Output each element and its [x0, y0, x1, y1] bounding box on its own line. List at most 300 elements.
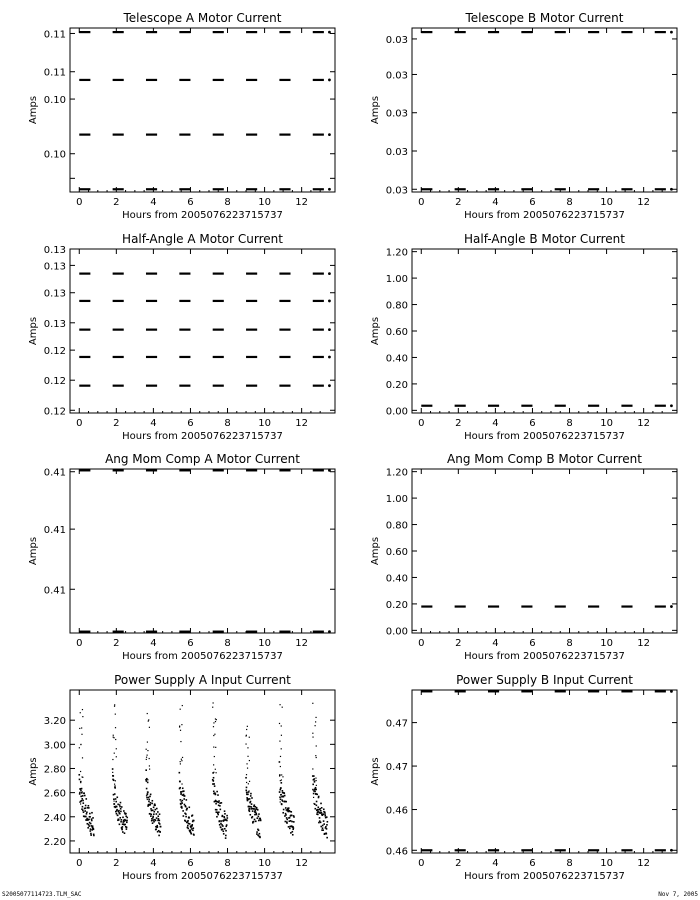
data-point [259, 818, 261, 820]
outlier-point [315, 717, 316, 718]
data-point [326, 833, 328, 835]
data-point [251, 797, 253, 799]
y-axis-label: Amps [370, 95, 381, 125]
outlier-point [79, 728, 80, 729]
plot-frame [70, 249, 335, 413]
panel-ps-b [370, 673, 677, 882]
data-point [221, 802, 223, 804]
data-point [126, 828, 128, 830]
y-tick-label: 0.46 [385, 846, 408, 858]
data-point [286, 817, 288, 819]
y-tick-label: 1.00 [385, 494, 408, 506]
data-point [153, 819, 155, 821]
data-point [326, 816, 328, 818]
outlier-point [180, 730, 181, 731]
data-point [78, 774, 80, 776]
x-tick-label: 4 [150, 638, 157, 649]
x-tick-label: 0 [76, 858, 83, 869]
data-point [81, 798, 83, 800]
outlier-point [216, 772, 217, 773]
plot-frame [70, 28, 335, 192]
data-point [185, 813, 187, 815]
data-point [313, 775, 315, 777]
data-point [80, 790, 82, 792]
y-tick-label: 0.03 [385, 70, 408, 82]
data-point [319, 808, 321, 810]
data-point [254, 819, 256, 821]
y-tick-label: 2.80 [43, 764, 66, 776]
x-tick-label: 4 [150, 418, 157, 429]
outlier-point [315, 755, 316, 756]
y-tick-label: 0.47 [385, 718, 408, 730]
outlier-point [281, 725, 282, 726]
chart-title: Power Supply A Input Current [114, 673, 291, 687]
data-point [312, 789, 314, 791]
y-tick-label: 0.03 [385, 147, 408, 158]
data-point [153, 813, 155, 815]
y-tick-label: 0.20 [385, 379, 408, 391]
data-point [258, 820, 260, 822]
data-point [114, 803, 116, 805]
chart-title: Ang Mom Comp A Motor Current [105, 452, 300, 466]
outlier-point [313, 797, 314, 798]
data-point [280, 798, 282, 800]
outlier-point [115, 780, 116, 781]
y-tick-label: 0.13 [43, 261, 66, 273]
y-tick-label: 1.20 [385, 467, 408, 479]
x-axis-label: Hours from 2005076223715737 [464, 431, 625, 442]
outlier-point [149, 727, 150, 728]
outlier-point [182, 705, 183, 706]
data-point [193, 820, 195, 822]
outlier-point [180, 761, 181, 762]
data-point [279, 761, 281, 763]
data-point [190, 830, 192, 832]
data-point [183, 790, 185, 792]
outlier-point [213, 726, 214, 727]
data-point [157, 815, 159, 817]
outlier-point [249, 781, 250, 782]
data-point [120, 808, 122, 810]
outlier-point [82, 791, 83, 792]
data-point [283, 809, 285, 811]
outlier-point [280, 766, 281, 767]
outlier-point [80, 771, 81, 772]
outlier-point [281, 748, 282, 749]
y-tick-label: 2.60 [43, 788, 66, 800]
data-point [324, 833, 326, 835]
data-point [250, 795, 252, 797]
outlier-point [249, 737, 250, 738]
panel-ha-a [28, 232, 335, 442]
plot-frame [412, 28, 677, 192]
data-point [119, 804, 121, 806]
chart-title: Telescope A Motor Current [123, 11, 282, 25]
data-point [256, 831, 258, 833]
data-point [125, 813, 127, 815]
data-point [92, 817, 94, 819]
data-point [328, 328, 331, 331]
x-tick-label: 0 [418, 418, 425, 429]
y-tick-label: 0.41 [43, 585, 66, 597]
data-point [181, 807, 183, 809]
data-point [126, 817, 128, 819]
data-point [82, 810, 84, 812]
x-tick-label: 4 [492, 638, 499, 649]
outlier-point [81, 734, 82, 735]
data-point [319, 817, 321, 819]
data-point [285, 801, 287, 803]
data-point [220, 820, 222, 822]
x-tick-label: 10 [258, 858, 271, 869]
outlier-point [180, 741, 181, 742]
outlier-point [114, 785, 115, 786]
data-point [116, 796, 118, 798]
y-tick-label: 0.41 [43, 467, 66, 479]
x-tick-label: 10 [258, 197, 271, 208]
outlier-point [213, 772, 214, 773]
data-point [670, 605, 673, 608]
y-tick-label: 0.20 [385, 599, 408, 611]
outlier-point [115, 739, 116, 740]
data-point [88, 805, 90, 807]
outlier-point [316, 780, 317, 781]
x-tick-label: 6 [529, 197, 536, 208]
outlier-point [146, 779, 147, 780]
data-point [93, 835, 95, 837]
chart-title: Telescope B Motor Current [465, 11, 624, 25]
outlier-point [116, 748, 117, 749]
outlier-point [214, 756, 215, 757]
data-point [226, 815, 228, 817]
data-point [220, 827, 222, 829]
data-point [193, 827, 195, 829]
panel-amc-b [370, 452, 677, 662]
outlier-point [279, 741, 280, 742]
data-point [193, 834, 195, 836]
data-point [322, 825, 324, 827]
x-tick-label: 10 [258, 638, 271, 649]
data-point [252, 816, 254, 818]
data-point [328, 356, 331, 359]
outlier-point [113, 736, 114, 737]
data-point [192, 829, 194, 831]
data-point [322, 827, 324, 829]
data-point [186, 808, 188, 810]
data-point [281, 782, 283, 784]
y-tick-label: 2.40 [43, 812, 66, 824]
outlier-point [248, 783, 249, 784]
outlier-point [113, 735, 114, 736]
data-point [150, 794, 152, 796]
x-tick-label: 6 [187, 638, 194, 649]
data-point [249, 798, 251, 800]
data-point [670, 188, 673, 191]
outlier-point [115, 714, 116, 715]
outlier-point [182, 802, 183, 803]
data-point [316, 794, 318, 796]
data-point [91, 812, 93, 814]
data-point [185, 816, 187, 818]
outlier-point [316, 785, 317, 786]
data-point [85, 805, 87, 807]
data-point [220, 809, 222, 811]
outlier-point [314, 780, 315, 781]
data-point [317, 809, 319, 811]
data-point [155, 820, 157, 822]
data-point [227, 817, 229, 819]
outlier-point [213, 735, 214, 736]
data-point [150, 808, 152, 810]
data-point [147, 782, 149, 784]
data-point [255, 821, 257, 823]
data-point [123, 821, 125, 823]
data-point [246, 787, 248, 789]
data-point [160, 826, 162, 828]
x-axis-label: Hours from 2005076223715737 [122, 871, 283, 882]
data-point [218, 811, 220, 813]
data-point [290, 820, 292, 822]
data-point [222, 815, 224, 817]
data-point [90, 828, 92, 830]
outlier-point [281, 779, 282, 780]
outlier-point [147, 799, 148, 800]
data-point [88, 825, 90, 827]
data-point [317, 806, 319, 808]
outlier-point [247, 768, 248, 769]
chart-title: Half-Angle B Motor Current [464, 232, 625, 246]
y-tick-label: 0.12 [43, 346, 66, 358]
y-tick-label: 0.12 [43, 376, 66, 388]
data-point [158, 835, 160, 837]
outlier-point [312, 733, 313, 734]
data-point [115, 801, 117, 803]
data-point [219, 820, 221, 822]
data-point [279, 796, 281, 798]
data-point [288, 807, 290, 809]
data-point [225, 837, 227, 839]
outlier-point [282, 776, 283, 777]
data-point [191, 824, 193, 826]
outlier-point [180, 804, 181, 805]
y-tick-label: 2.20 [43, 836, 66, 848]
data-point [258, 816, 260, 818]
y-tick-label: 1.20 [385, 247, 408, 259]
y-tick-label: 0.12 [43, 406, 66, 418]
data-point [215, 794, 217, 796]
x-tick-label: 2 [455, 638, 462, 649]
outlier-point [315, 725, 316, 726]
outlier-point [112, 759, 113, 760]
x-tick-label: 8 [224, 858, 231, 869]
x-tick-label: 8 [566, 197, 573, 208]
data-point [121, 806, 123, 808]
data-point [285, 814, 287, 816]
y-axis-label: Amps [370, 757, 381, 786]
data-point [89, 816, 91, 818]
data-point [218, 800, 220, 802]
data-point [83, 811, 85, 813]
data-point [320, 826, 322, 828]
y-tick-label: 0.03 [385, 108, 408, 120]
outlier-point [281, 735, 282, 736]
data-point [293, 816, 295, 818]
outlier-point [116, 756, 117, 757]
x-tick-label: 6 [529, 418, 536, 429]
data-point [214, 785, 216, 787]
x-tick-label: 8 [566, 638, 573, 649]
outlier-point [149, 758, 150, 759]
data-point [254, 804, 256, 806]
data-point [222, 825, 224, 827]
outlier-point [147, 779, 148, 780]
data-point [187, 820, 189, 822]
data-point [149, 796, 151, 798]
data-point [282, 812, 284, 814]
y-axis-label: Amps [370, 316, 381, 346]
data-point [86, 811, 88, 813]
data-point [122, 831, 124, 833]
data-point [216, 791, 218, 793]
data-point [179, 772, 181, 774]
outlier-point [79, 747, 80, 748]
data-point [159, 820, 161, 822]
x-tick-label: 8 [224, 638, 231, 649]
plot-frame [70, 690, 335, 853]
x-tick-label: 12 [295, 638, 309, 649]
data-point [328, 300, 331, 303]
y-tick-label: 0.80 [385, 520, 408, 532]
outlier-point [312, 768, 313, 769]
data-point [187, 825, 189, 827]
data-point [156, 808, 158, 810]
data-point [259, 837, 261, 839]
outlier-point [246, 792, 247, 793]
data-point [120, 811, 122, 813]
y-tick-label: 0.60 [385, 327, 408, 338]
data-point [315, 787, 317, 789]
data-point [318, 822, 320, 824]
data-point [152, 809, 154, 811]
outlier-point [147, 755, 148, 756]
data-point [245, 790, 247, 792]
outlier-point [279, 791, 280, 792]
data-point [320, 810, 322, 812]
outlier-point [79, 802, 80, 803]
outlier-point [246, 774, 247, 775]
outlier-point [280, 756, 281, 757]
data-point [86, 813, 88, 815]
data-point [189, 823, 191, 825]
outlier-point [246, 729, 247, 730]
data-point [260, 820, 262, 822]
outlier-point [248, 790, 249, 791]
data-point [188, 817, 190, 819]
outlier-point [215, 718, 216, 719]
data-point [118, 819, 120, 821]
data-point [290, 811, 292, 813]
x-tick-label: 0 [76, 197, 83, 208]
x-tick-label: 2 [113, 418, 120, 429]
data-point [158, 818, 160, 820]
data-point [249, 810, 251, 812]
x-tick-label: 2 [113, 638, 120, 649]
x-tick-label: 12 [637, 638, 651, 649]
outlier-point [282, 801, 283, 802]
data-point [157, 811, 159, 813]
outlier-point [80, 803, 81, 804]
data-point [219, 805, 221, 807]
x-tick-label: 6 [187, 197, 194, 208]
data-point [225, 835, 227, 837]
data-point [291, 815, 293, 817]
data-point [320, 822, 322, 824]
y-tick-label: 0.46 [385, 805, 408, 817]
x-axis-label: Hours from 2005076223715737 [464, 651, 625, 662]
data-point [126, 820, 128, 822]
y-tick-label: 0.03 [385, 185, 408, 197]
data-point [316, 804, 318, 806]
data-point [292, 831, 294, 833]
data-point [84, 810, 86, 812]
data-point [285, 821, 287, 823]
data-point [328, 79, 331, 82]
outlier-point [282, 707, 283, 708]
y-axis-label: Amps [28, 757, 39, 786]
outlier-point [147, 713, 148, 714]
outlier-point [149, 769, 150, 770]
x-tick-label: 6 [187, 418, 194, 429]
data-point [247, 794, 249, 796]
data-point [80, 796, 82, 798]
x-tick-label: 8 [566, 858, 573, 869]
data-point [280, 787, 282, 789]
data-point [88, 824, 90, 826]
data-point [190, 833, 192, 835]
outlier-point [213, 722, 214, 723]
data-point [123, 810, 125, 812]
outlier-point [214, 734, 215, 735]
panel-amc-a [28, 452, 335, 662]
y-tick-label: 0.47 [385, 762, 408, 774]
data-point [120, 802, 122, 804]
outlier-point [280, 780, 281, 781]
y-tick-label: 0.40 [385, 573, 408, 585]
data-point [284, 795, 286, 797]
data-point [159, 831, 161, 833]
data-point [293, 827, 295, 829]
data-point [256, 807, 258, 809]
x-axis-label: Hours from 2005076223715737 [464, 210, 625, 221]
data-point [119, 824, 121, 826]
data-point [324, 812, 326, 814]
data-point [147, 793, 149, 795]
x-tick-label: 4 [492, 418, 499, 429]
data-point [225, 830, 227, 832]
data-point [114, 793, 116, 795]
plot-frame [70, 469, 335, 633]
outlier-point [213, 702, 214, 703]
x-tick-label: 4 [492, 197, 499, 208]
data-point [115, 798, 117, 800]
data-point [148, 799, 150, 801]
data-point [323, 820, 325, 822]
x-tick-label: 8 [224, 418, 231, 429]
data-point [281, 804, 283, 806]
data-point [149, 813, 151, 815]
data-point [85, 816, 87, 818]
data-point [125, 820, 127, 822]
